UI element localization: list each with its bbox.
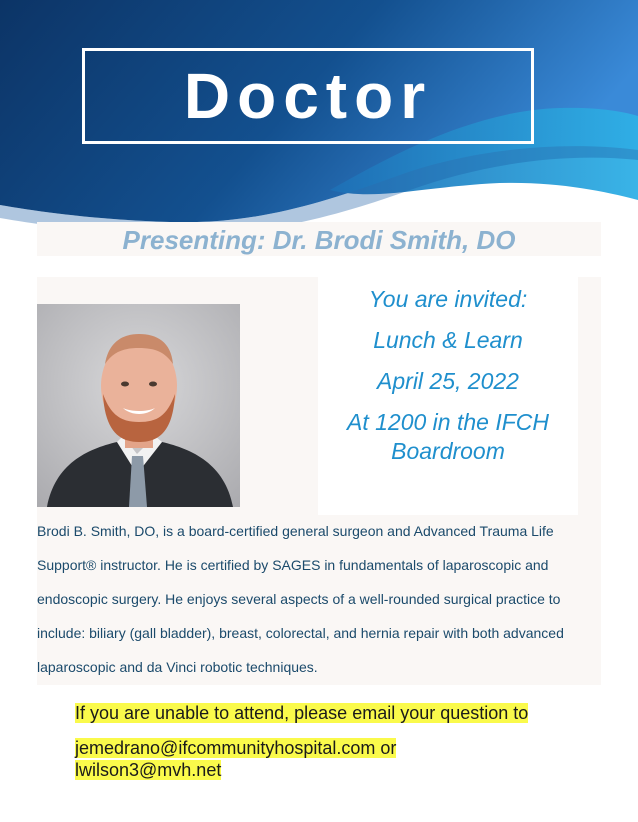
email-link-1[interactable]: jemedrano@ifcommunityhospital.com or bbox=[75, 738, 397, 758]
contact-email-1 bbox=[75, 737, 595, 759]
event-date: April 25, 2022 bbox=[377, 368, 519, 394]
doctor-bio: Brodi B. Smith, DO, is a board-certified general surgeon and Advanced Trauma Life Support® instructor. He is certified by SAGES in fundamentals of laparoscopic and endoscopic surgery. He enjoys several aspects of a well-rounded surgical practice to include: biliary (gall bladder), breast, colorectal, and hernia repair with both advanced laparoscopic and da Vinci robotic techniques. bbox=[37, 523, 564, 675]
invitation-line: You are invited: bbox=[368, 286, 528, 312]
notice-text bbox=[75, 702, 595, 724]
event-time-location: At 1200 in the IFCH bbox=[347, 409, 549, 435]
event-name: Lunch & Learn bbox=[373, 327, 523, 353]
event-location: Boardroom bbox=[391, 438, 505, 464]
header-banner bbox=[0, 0, 638, 240]
doctor-photo bbox=[37, 304, 240, 507]
page-title: Doctor bbox=[183, 60, 433, 132]
email-link-2[interactable]: lwilson3@mvh.net bbox=[75, 760, 222, 780]
presenter-heading: Presenting: Dr. Brodi Smith, DO bbox=[122, 225, 516, 255]
contact-email-2 bbox=[75, 759, 595, 781]
notice-line: If you are unable to attend, please email your question to bbox=[75, 703, 529, 723]
title-box bbox=[82, 48, 534, 144]
